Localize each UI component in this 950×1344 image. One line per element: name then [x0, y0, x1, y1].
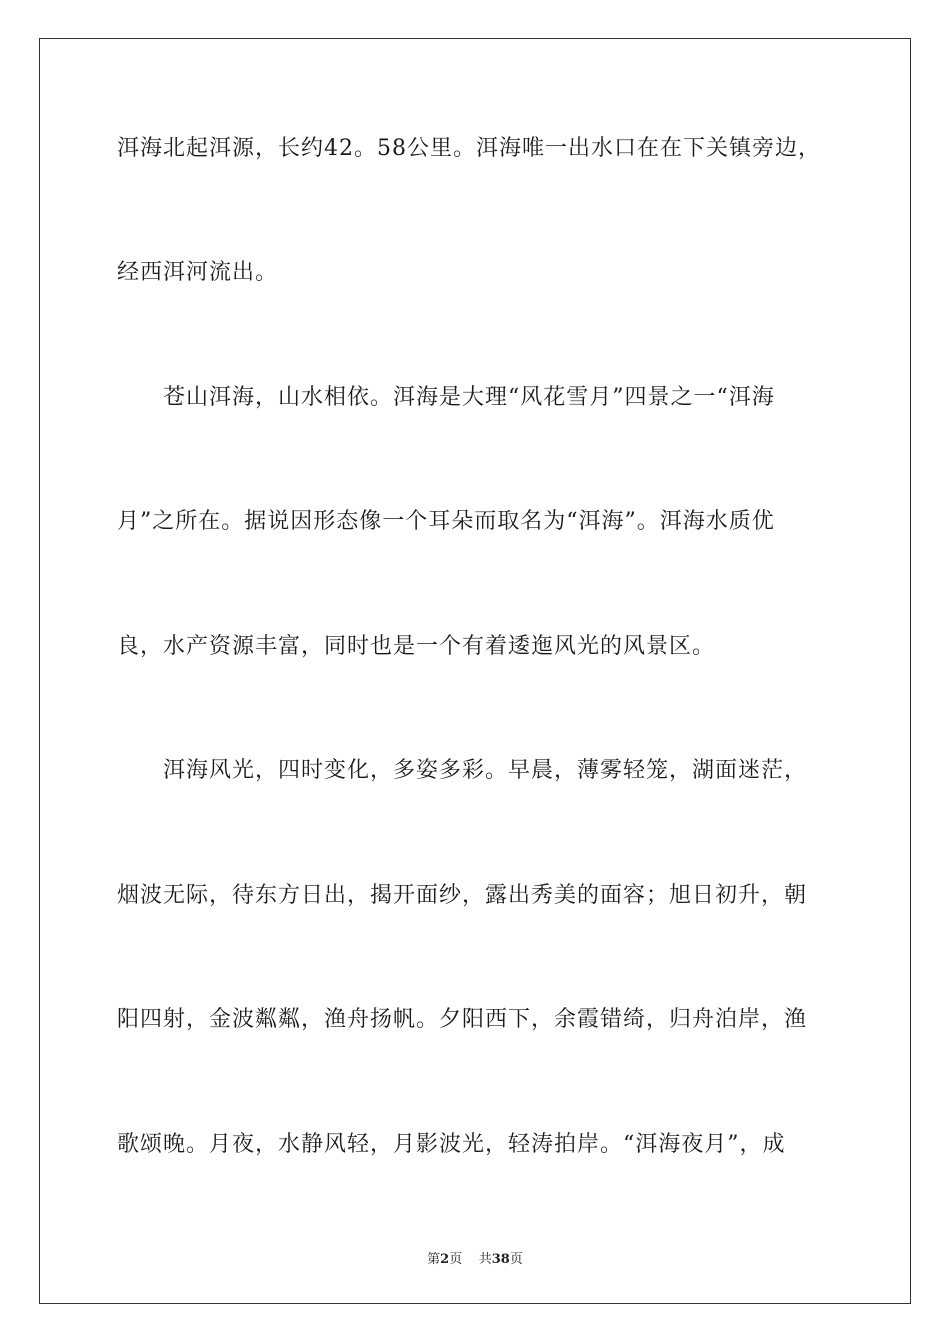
total-label-prefix: 共	[478, 1252, 492, 1267]
page-label-prefix: 第	[427, 1252, 441, 1267]
text-line: 良，水产资源丰富，同时也是一个有着逶迤风光的风景区。	[117, 634, 716, 659]
total-label-suffix: 页	[509, 1252, 523, 1267]
paragraph-start-line: 苍山洱海，山水相依。洱海是大理“风花雪月”四景之一“洱海	[163, 385, 775, 410]
page-border	[39, 38, 911, 1304]
total-pages: 38	[491, 1252, 510, 1267]
page-footer	[0, 1248, 950, 1267]
paragraph-start-line: 洱海风光，四时变化，多姿多彩。早晨，薄雾轻笼，湖面迷茫，	[163, 758, 808, 783]
text-line: 经西洱河流出。	[117, 260, 279, 285]
page-label-suffix: 页	[449, 1252, 463, 1267]
text-line: 阳四射，金波粼粼，渔舟扬帆。夕阳西下，余霞错绮，归舟泊岸，渔	[117, 1007, 808, 1032]
text-line: 洱海北起洱源，长约42。58公里。洱海唯一出水口在在下关镇旁边，	[117, 136, 821, 161]
text-line: 歌颂晚。月夜，水静风轻，月影波光，轻涛拍岸。“洱海夜月”，成	[117, 1132, 786, 1157]
text-line: 月”之所在。据说因形态像一个耳朵而取名为“洱海”。洱海水质优	[117, 509, 775, 534]
page-number: 2	[440, 1252, 450, 1267]
text-line: 烟波无际，待东方日出，揭开面纱，露出秀美的面容；旭日初升，朝	[117, 883, 808, 908]
